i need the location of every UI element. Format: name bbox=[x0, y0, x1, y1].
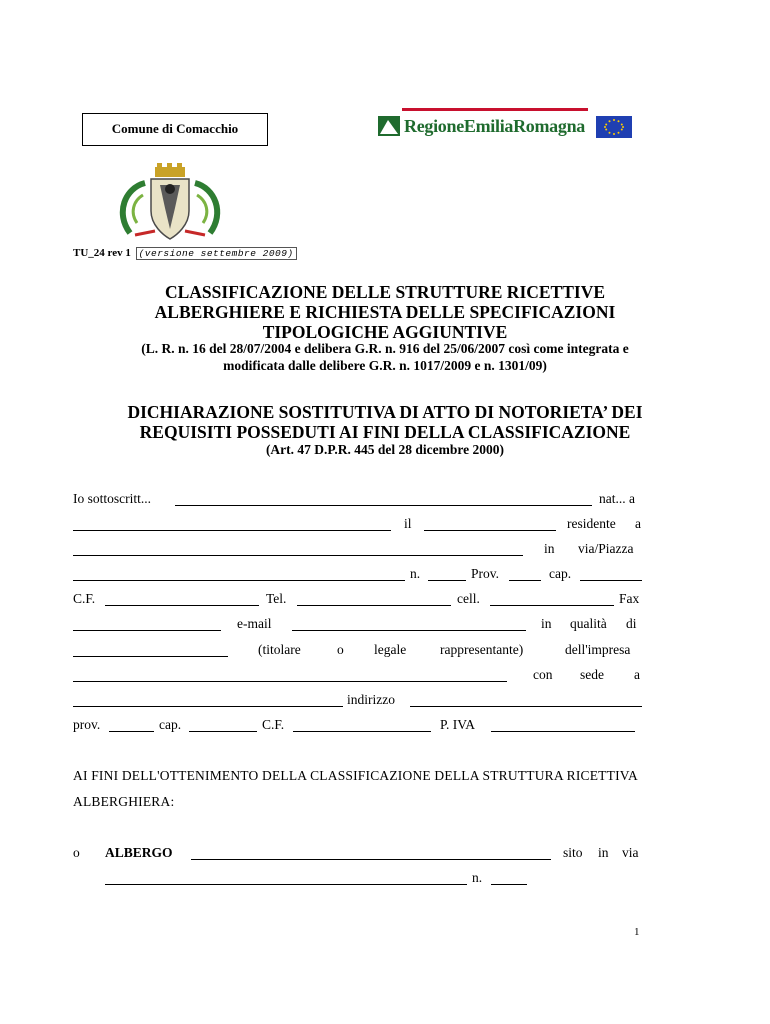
label-tel: Tel. bbox=[266, 591, 287, 606]
role-field[interactable] bbox=[73, 656, 228, 657]
law-line: modificata dalle delibere G.R. n. 1017/2009 e n. 1301/09) bbox=[223, 358, 547, 373]
albergo-option bbox=[73, 845, 642, 863]
label-email: e-mail bbox=[237, 616, 272, 631]
form-line-residence bbox=[73, 541, 642, 559]
email-field[interactable] bbox=[292, 630, 526, 631]
company-city-field[interactable] bbox=[73, 706, 343, 707]
law-reference bbox=[60, 340, 710, 374]
label-cap: cap. bbox=[549, 566, 572, 581]
eu-flag-icon bbox=[596, 116, 632, 138]
label-piva: P. IVA bbox=[440, 717, 476, 732]
albergo-number-field[interactable] bbox=[491, 884, 527, 885]
label-o: o bbox=[337, 642, 344, 657]
label-fax: Fax bbox=[619, 591, 640, 606]
label-prov: Prov. bbox=[471, 566, 500, 581]
form-line-company-codes bbox=[73, 717, 642, 735]
label-sede-a: a bbox=[634, 667, 640, 682]
company-tax-code-field[interactable] bbox=[293, 731, 431, 732]
label-in: in bbox=[544, 541, 555, 556]
company-address-field[interactable] bbox=[410, 706, 642, 707]
document-reference bbox=[73, 247, 297, 259]
albergo-street-field[interactable] bbox=[105, 884, 467, 885]
company-postcode-field[interactable] bbox=[189, 731, 257, 732]
comacchio-crest-icon bbox=[115, 163, 225, 243]
label-con: con bbox=[533, 667, 553, 682]
form-line-role bbox=[73, 642, 642, 660]
form-line-birth bbox=[73, 516, 642, 534]
company-name-field[interactable] bbox=[73, 681, 507, 682]
street-field[interactable] bbox=[73, 580, 405, 581]
label-via: via bbox=[622, 845, 639, 860]
doc-version: (versione settembre 2009) bbox=[136, 247, 297, 260]
label-sito-in: in bbox=[598, 845, 609, 860]
label-in-qualita: in bbox=[541, 616, 552, 631]
checkbox-albergo[interactable]: o bbox=[73, 845, 80, 860]
form-line-name bbox=[73, 491, 642, 509]
label-albergo: ALBERGO bbox=[105, 845, 173, 860]
label-qualita: qualità bbox=[570, 616, 607, 631]
law-line: (L. R. n. 16 del 28/07/2004 e delibera G.R. n. 916 del 25/06/2007 così come integrata e bbox=[141, 341, 629, 356]
birthplace-field[interactable] bbox=[73, 530, 391, 531]
label-n: n. bbox=[410, 566, 421, 581]
form-line-email bbox=[73, 616, 642, 634]
title-line: TIPOLOGICHE AGGIUNTIVE bbox=[262, 322, 508, 342]
label-impresa: dell'impresa bbox=[565, 642, 631, 657]
postcode-field[interactable] bbox=[580, 580, 642, 581]
tax-code-field[interactable] bbox=[105, 605, 259, 606]
form-line-company bbox=[73, 667, 642, 685]
albergo-address-line bbox=[73, 870, 642, 888]
label-sede: sede bbox=[580, 667, 604, 682]
label-via-piazza: via/Piazza bbox=[578, 541, 634, 556]
document-title bbox=[60, 282, 710, 342]
label-cf2: C.F. bbox=[262, 717, 285, 732]
declaration-line: REQUISITI POSSEDUTI AI FINI DELLA CLASSIFICAZIONE bbox=[139, 422, 631, 442]
name-field[interactable] bbox=[175, 505, 592, 506]
label-residente: residente bbox=[567, 516, 616, 531]
province-field[interactable] bbox=[509, 580, 541, 581]
company-province-field[interactable] bbox=[109, 731, 154, 732]
mobile-field[interactable] bbox=[490, 605, 614, 606]
label-a: a bbox=[635, 516, 641, 531]
declaration-line: DICHIARAZIONE SOSTITUTIVA DI ATTO DI NOTORIETA’ DEI bbox=[127, 402, 643, 422]
label-cell: cell. bbox=[457, 591, 480, 606]
label-di: di bbox=[626, 616, 637, 631]
label-cap-lower: cap. bbox=[159, 717, 182, 732]
label-il: il bbox=[404, 516, 412, 531]
label-io-sottoscritto: Io sottoscritt... bbox=[73, 491, 151, 506]
vat-number-field[interactable] bbox=[491, 731, 635, 732]
doc-code: TU_24 rev 1 bbox=[73, 247, 131, 259]
residence-city-field[interactable] bbox=[73, 555, 523, 556]
label-sito: sito bbox=[563, 845, 583, 860]
form-line-address bbox=[73, 566, 642, 584]
comune-name-box: Comune di Comacchio bbox=[82, 113, 268, 146]
label-rappresentante: rappresentante) bbox=[440, 642, 524, 657]
fax-field[interactable] bbox=[73, 630, 221, 631]
label-indirizzo: indirizzo bbox=[347, 692, 395, 707]
form-line-company-address bbox=[73, 692, 642, 710]
form-line-contacts bbox=[73, 591, 642, 609]
house-number-field[interactable] bbox=[428, 580, 466, 581]
label-titolare: (titolare bbox=[258, 642, 301, 657]
birthdate-field[interactable] bbox=[424, 530, 556, 531]
label-legale: legale bbox=[374, 642, 407, 657]
label-cf: C.F. bbox=[73, 591, 96, 606]
phone-field[interactable] bbox=[297, 605, 451, 606]
label-albergo-n: n. bbox=[472, 870, 483, 885]
title-line: CLASSIFICAZIONE DELLE STRUTTURE RICETTIVE bbox=[164, 282, 606, 302]
title-line: ALBERGHIERE E RICHIESTA DELLE SPECIFICAZIONI bbox=[154, 302, 616, 322]
declaration-title bbox=[60, 402, 710, 442]
label-prov-lower: prov. bbox=[73, 717, 101, 732]
region-logo-text: RegioneEmiliaRomagna bbox=[404, 116, 585, 136]
purpose-statement: AI FINI DELL'OTTENIMENTO DELLA CLASSIFICAZIONE DELLA STRUTTURA RICETTIVA ALBERGHIERA: bbox=[73, 768, 638, 809]
page-number: 1 bbox=[634, 926, 640, 938]
label-nat-a: nat... a bbox=[599, 491, 635, 506]
albergo-name-field[interactable] bbox=[191, 859, 551, 860]
article-reference: (Art. 47 D.P.R. 445 del 28 dicembre 2000) bbox=[265, 442, 505, 457]
regione-emilia-romagna-logo bbox=[378, 108, 590, 142]
